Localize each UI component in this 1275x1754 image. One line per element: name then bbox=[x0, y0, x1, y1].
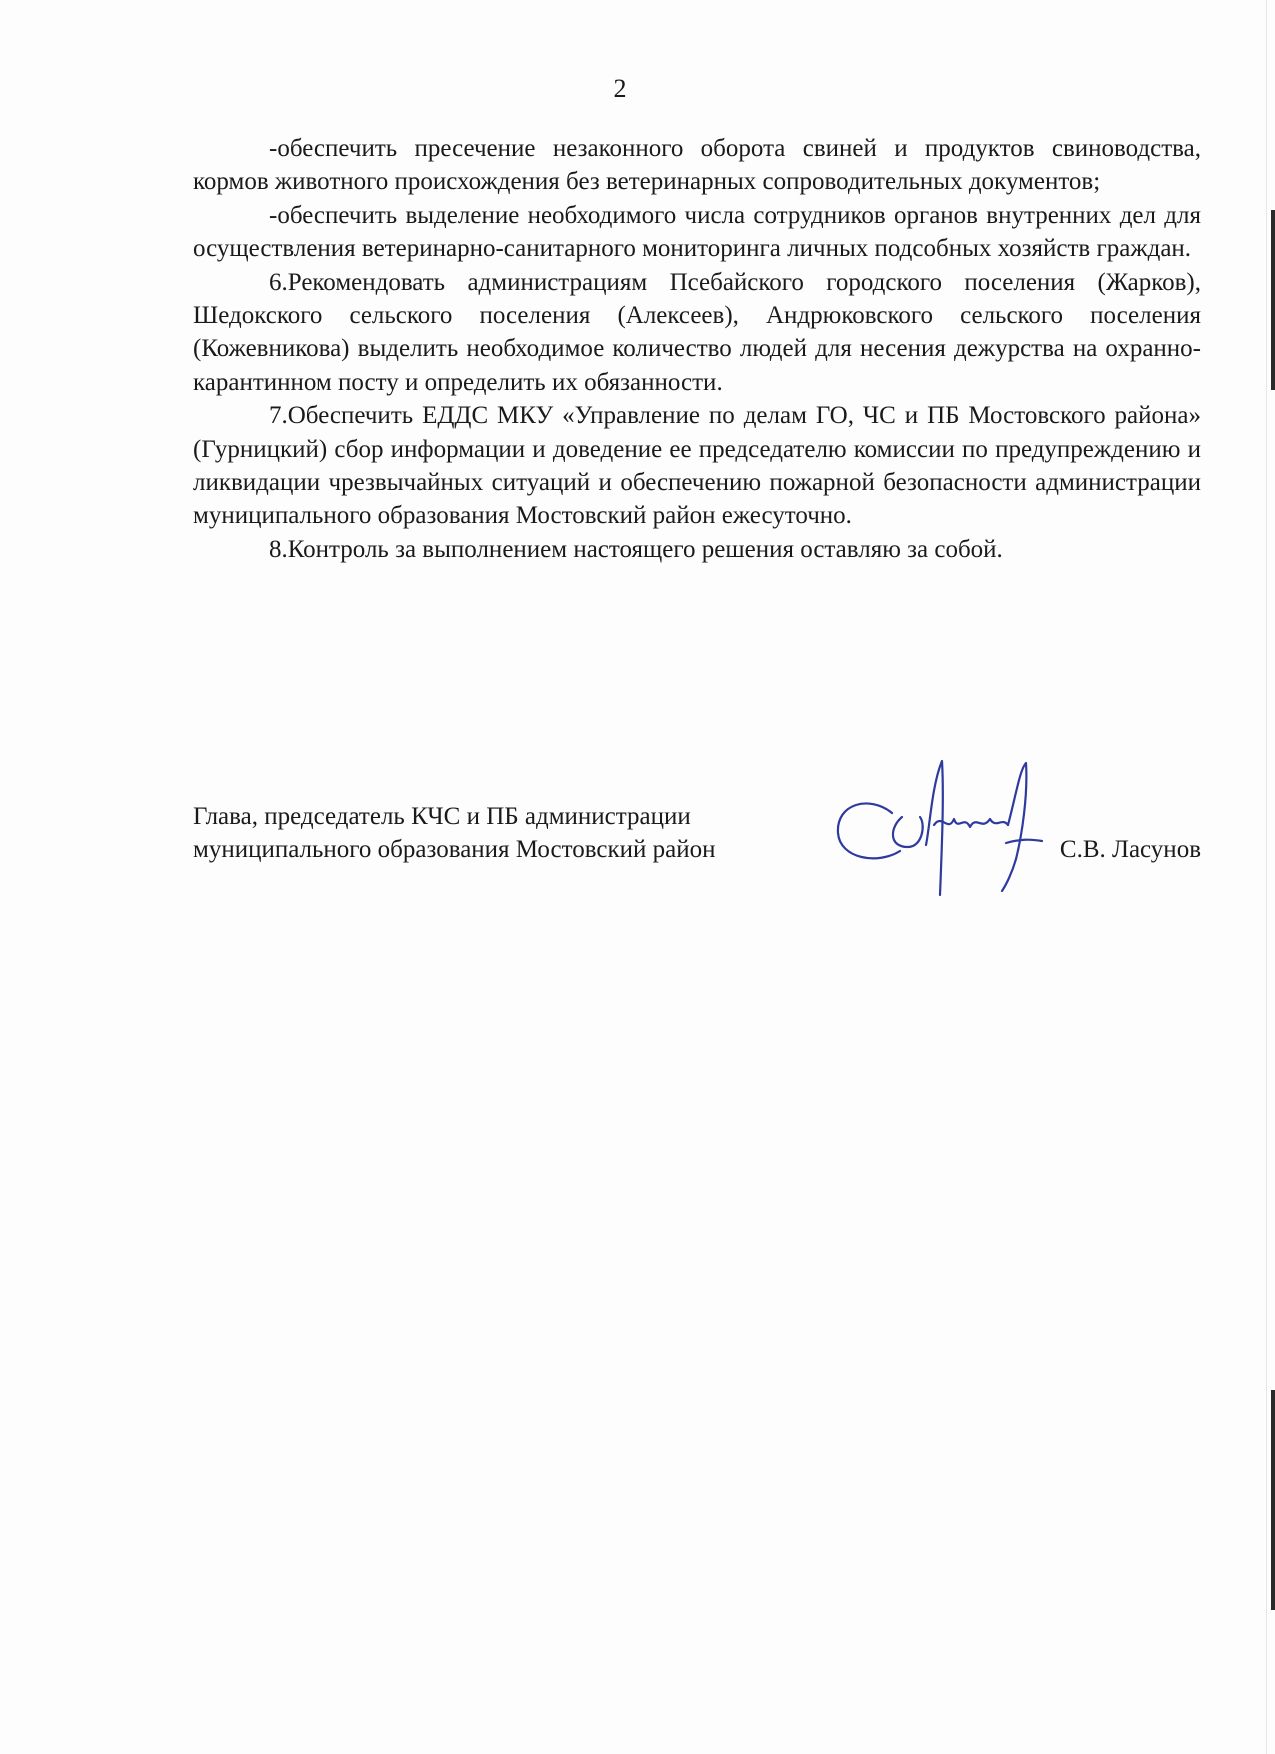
paragraph-item-6: 6.Рекомендовать администрациям Псебайского городского поселения (Жарков), Шедокского сельского поселения (Алексеев), Андрюковского сельского поселения (Кожевникова) выделить необходимое количество людей для несения дежурства на охранно-карантинном посту и определить их обязанности. bbox=[193, 268, 1201, 396]
paragraph-item-8: 8.Контроль за выполнением настоящего решения оставляю за собой. bbox=[269, 535, 1003, 563]
signatory-title-line-1: Глава, председатель КЧС и ПБ администрации bbox=[193, 803, 691, 830]
signatory-title bbox=[193, 800, 833, 867]
signatory-title-line-2: муниципального образования Мостовский район bbox=[193, 836, 716, 864]
scan-edge-line bbox=[1266, 0, 1267, 1754]
page-number: 2 bbox=[613, 74, 627, 103]
paragraph-prevent-illegal-trade: -обеспечить пресечение незаконного оборота свиней и продуктов свиноводства, кормов животного происхождения без ветеринарных сопроводительных документов; bbox=[193, 135, 1201, 196]
document-body bbox=[193, 132, 1201, 566]
paragraph-item-7: 7.Обеспечить ЕДДС МКУ «Управление по делам ГО, ЧС и ПБ Мостовского района» (Гурницкий) сбор информации и доведение ее председателю комиссии по предупреждению и ликвидации чрезвычайных ситуаций и обеспечению пожарной безопасности администрации муниципального образования Мостовский район ежесуточно. bbox=[193, 402, 1201, 530]
scan-edge-mark bbox=[1271, 210, 1275, 390]
handwritten-signature-icon bbox=[830, 755, 1060, 905]
signatory-name: С.В. Ласунов bbox=[1059, 836, 1201, 864]
paragraph-police-staff: -обеспечить выделение необходимого числа сотрудников органов внутренних дел для осуществления ветеринарно-санитарного мониторинга личных подсобных хозяйств граждан. bbox=[193, 201, 1201, 263]
scan-edge-mark bbox=[1271, 1390, 1275, 1610]
